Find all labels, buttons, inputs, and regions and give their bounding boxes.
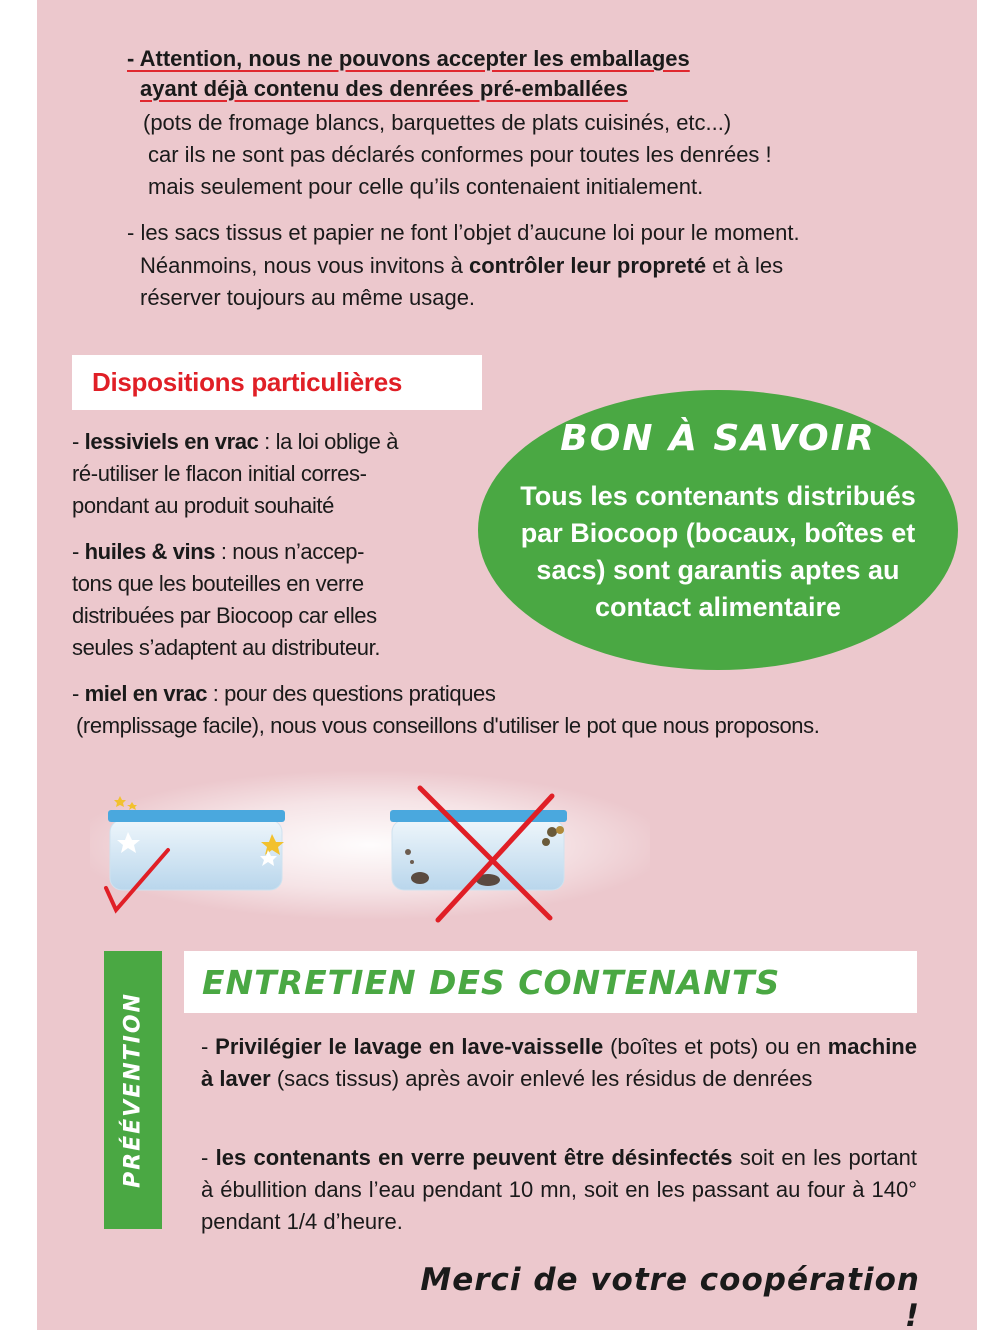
bon-a-savoir-title: BON À SAVOIR [560, 418, 876, 459]
warning-line-3: (pots de fromage blancs, barquettes de plats cuisinés, etc...) [143, 110, 732, 135]
huiles-paragraph: - huiles & vins : nous n’accep- tons que les bouteilles en verre distribuées par Biocoop car elles seules s’adaptent au distributeur. [72, 539, 381, 660]
containers-illustration [90, 770, 650, 940]
lavage-paragraph: - Privilégier le lavage en lave-vaisselle (boîtes et pots) ou en machine à laver (sacs tissus) après avoir enlevé les résidus de denrées [201, 1034, 917, 1091]
bags-line-2: Néanmoins, nous vous invitons à contrôler leur propreté et à les [140, 253, 784, 278]
warning-line-2: ayant déjà contenu des denrées pré-emballées [140, 76, 628, 101]
bags-line-3: réserver toujours au même usage. [140, 285, 476, 310]
verre-paragraph: - les contenants en verre peuvent être désinfectés soit en les portant à ébullition dans l’eau pendant 10 mn, soit en les passant au four à 140° pendant 1/4 d’heure. [201, 1145, 917, 1234]
warning-line-5: mais seulement pour celle qu’ils contenaient initialement. [148, 174, 704, 199]
prevention-label: PRÉÉVENTION [120, 992, 146, 1188]
entretien-title: ENTRETIEN DES CONTENANTS [202, 962, 781, 1002]
dispositions-header [72, 355, 482, 410]
bon-a-savoir-text: Tous les contenants distribués par Biocoop (bocaux, boîtes et sacs) sont garantis aptes au contact alimentaire [520, 481, 916, 622]
warning-line-1: - Attention, nous ne pouvons accepter les emballages [127, 46, 690, 71]
thank-you-message: Merci de votre coopération ! [420, 1262, 920, 1334]
warning-line-4: car ils ne sont pas déclarés conformes pour toutes les denrées ! [148, 142, 772, 167]
entretien-header [184, 951, 917, 1013]
bags-line-1: - les sacs tissus et papier ne font l’objet d’aucune loi pour le moment. [127, 220, 800, 245]
lessiviels-paragraph: - lessiviels en vrac : la loi oblige à ré-utiliser le flacon initial corres- pondant au produit souhaité [72, 429, 399, 518]
miel-paragraph: - miel en vrac : pour des questions pratiques (remplissage facile), nous vous conseillons d'utiliser le pot que nous proposons. [72, 681, 820, 738]
prevention-side-bar [104, 951, 162, 1229]
dispositions-title: Dispositions particulières [92, 367, 403, 397]
